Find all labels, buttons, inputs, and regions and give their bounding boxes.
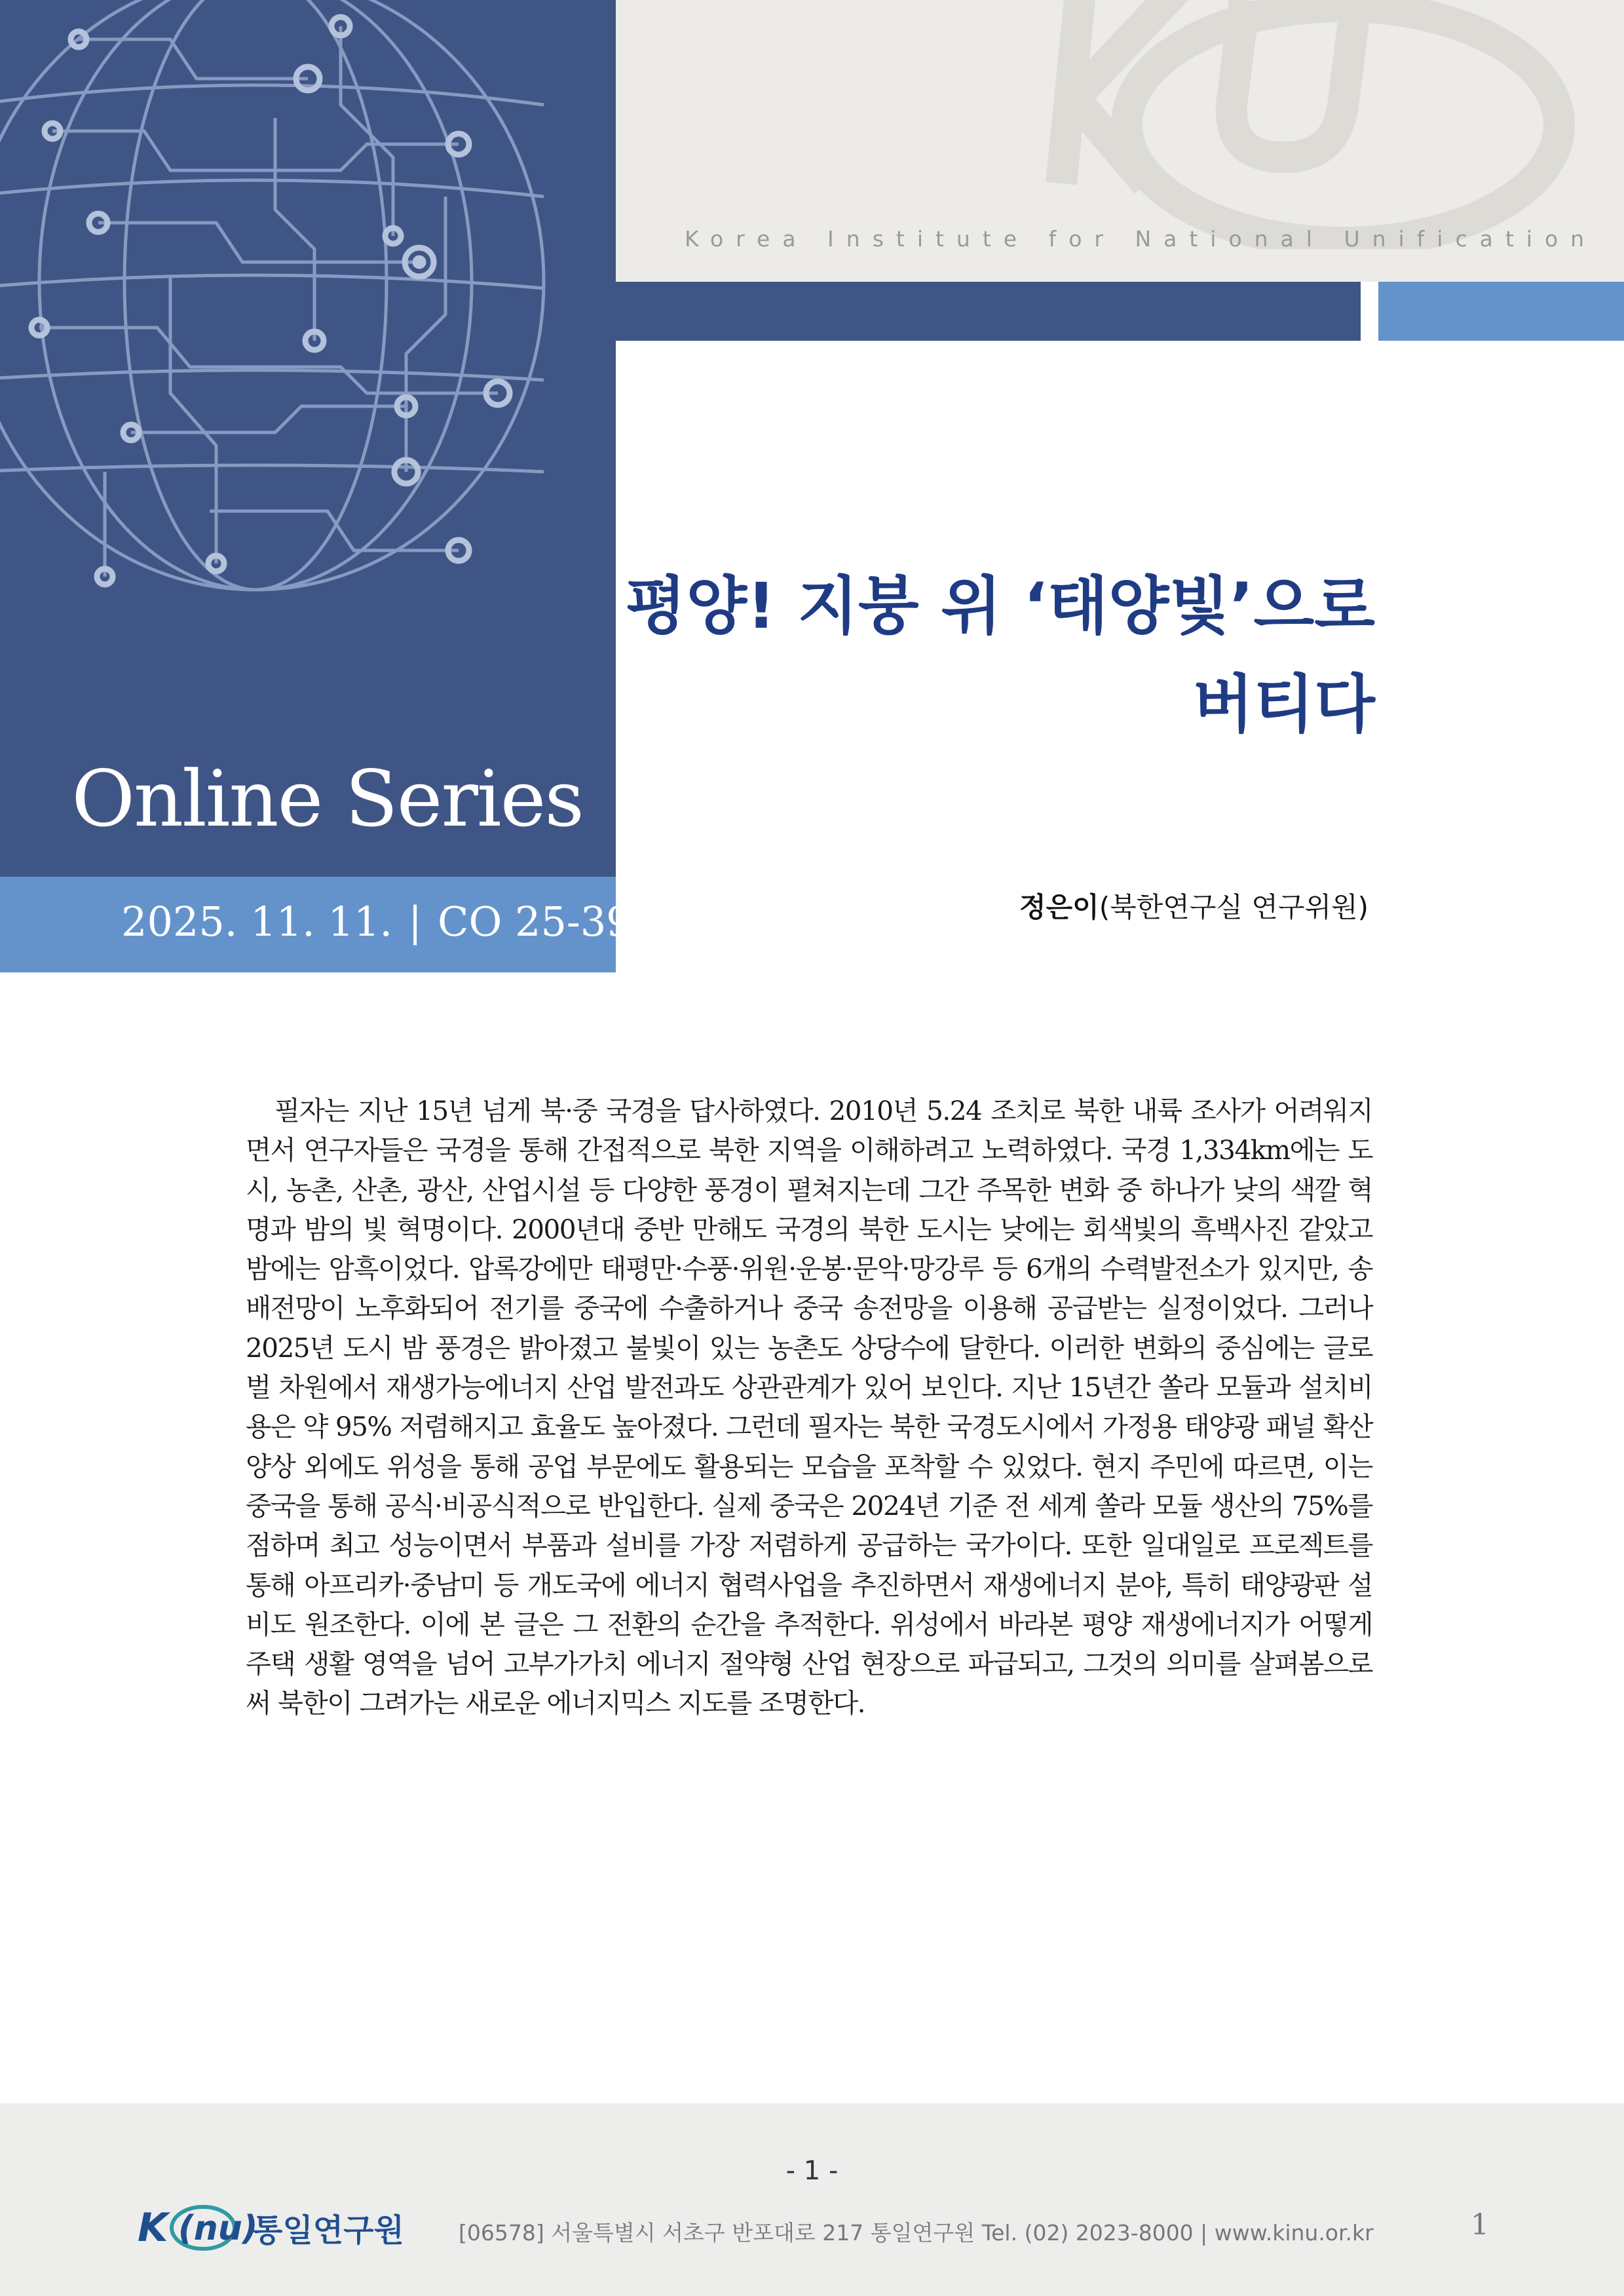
institute-name: Korea Institute for National Unification (685, 226, 1597, 252)
date-bar (0, 877, 632, 972)
accent-bar-dark (616, 282, 1361, 341)
cover-left-panel (0, 0, 616, 877)
title-line-2: 버티다 (1192, 668, 1375, 741)
accent-bar-light (1378, 282, 1624, 341)
kinu-watermark-logo (1035, 0, 1624, 249)
document-title (589, 557, 1375, 754)
issue-code: CO 25-39 (438, 898, 632, 946)
circuit-globe-graphic (0, 0, 616, 655)
kinu-logo (138, 2195, 413, 2261)
svg-text:K: K (138, 2205, 168, 2251)
issue-date: 2025. 11. 11. (121, 898, 393, 946)
author-line (1019, 886, 1369, 925)
page-footer (0, 2103, 1624, 2296)
title-line-1: 평양! 지붕 위 ‘태양빛’으로 (625, 569, 1375, 643)
page-number: 1 (1471, 2208, 1489, 2242)
footer-address: [06578] 서울특별시 서초구 반포대로 217 통일연구원 Tel. (02) 2023-8000 | www.kinu.or.kr (459, 2220, 1374, 2246)
author-affiliation: (북한연구실 연구위원) (1099, 891, 1369, 923)
author-name: 정은이 (1019, 891, 1099, 923)
issue-info (121, 898, 632, 946)
series-title: Online Series (71, 754, 583, 844)
body-paragraph: 필자는 지난 15년 넘게 북·중 국경을 답사하였다. 2010년 5.24 조치로 북한 내륙 조사가 어려워지면서 연구자들은 국경을 통해 간접적으로 북한 지역을 이해하려고 노력하였다. 국경 1,334km에는 도시, 농촌, 산촌, 광산, 산업시설 등 다양한 풍경이 펼쳐지는데 그간 주목한 변화 중 하나가 낮의 색깔 혁명과 밤의 빛 혁명이다. 2000년대 중반 만해도 국경의 북한 도시는 낮에는 회색빛의 흑백사진 같았고 밤에는 암흑이었다. 압록강에만 태평만·수풍·위원·운봉·문악·망강루 등 6개의 수력발전소가 있지만, 송배전망이 노후화되어 전기를 중국에 수출하거나 중국 송전망을 이용해 공급받는 실정이었다. 그러나 2025년 도시 밤 풍경은 밝아졌고 불빛이 있는 농촌도 상당수에 달한다. 이러한 변화의 중심에는 글로벌 차원에서 재생가능에너지 산업 발전과도 상관관계가 있어 보인다. 지난 15년간 쏠라 모듈과 설치비용은 약 95% 저렴해지고 효율도 높아졌다. 그런데 필자는 북한 국경도시에서 가정용 태양광 패널 확산양상 외에도 위성을 통해 공업 부문에도 활용되는 모습을 포착할 수 있었다. 현지 주민에 따르면, 이는 중국을 통해 공식·비공식적으로 반입한다. 실제 중국은 2024년 기준 전 세계 쏠라 모듈 생산의 75%를 점하며 최고 성능이면서 부품과 설비를 가장 저렴하게 공급하는 국가이다. 또한 일대일로 프로젝트를 통해 아프리카·중남미 등 개도국에 에너지 협력사업을 추진하면서 재생에너지 분야, 특히 태양광판 설비도 원조한다. 이에 본 글은 그 전환의 순간을 추적한다. 위성에서 바라본 평양 재생에너지가 어떻게 주택 생활 영역을 넘어 고부가가치 에너지 절약형 산업 현장으로 파급되고, 그것의 의미를 살펴봄으로써 북한이 그려가는 새로운 에너지믹스 지도를 조명한다. (246, 1095, 1372, 1719)
svg-text:(nu): (nu) (178, 2209, 258, 2248)
page-number-center: - 1 - (785, 2156, 839, 2186)
header-band (616, 0, 1624, 282)
issue-separator: | (408, 898, 423, 946)
logo-text: 통일연구원 (252, 2212, 404, 2249)
